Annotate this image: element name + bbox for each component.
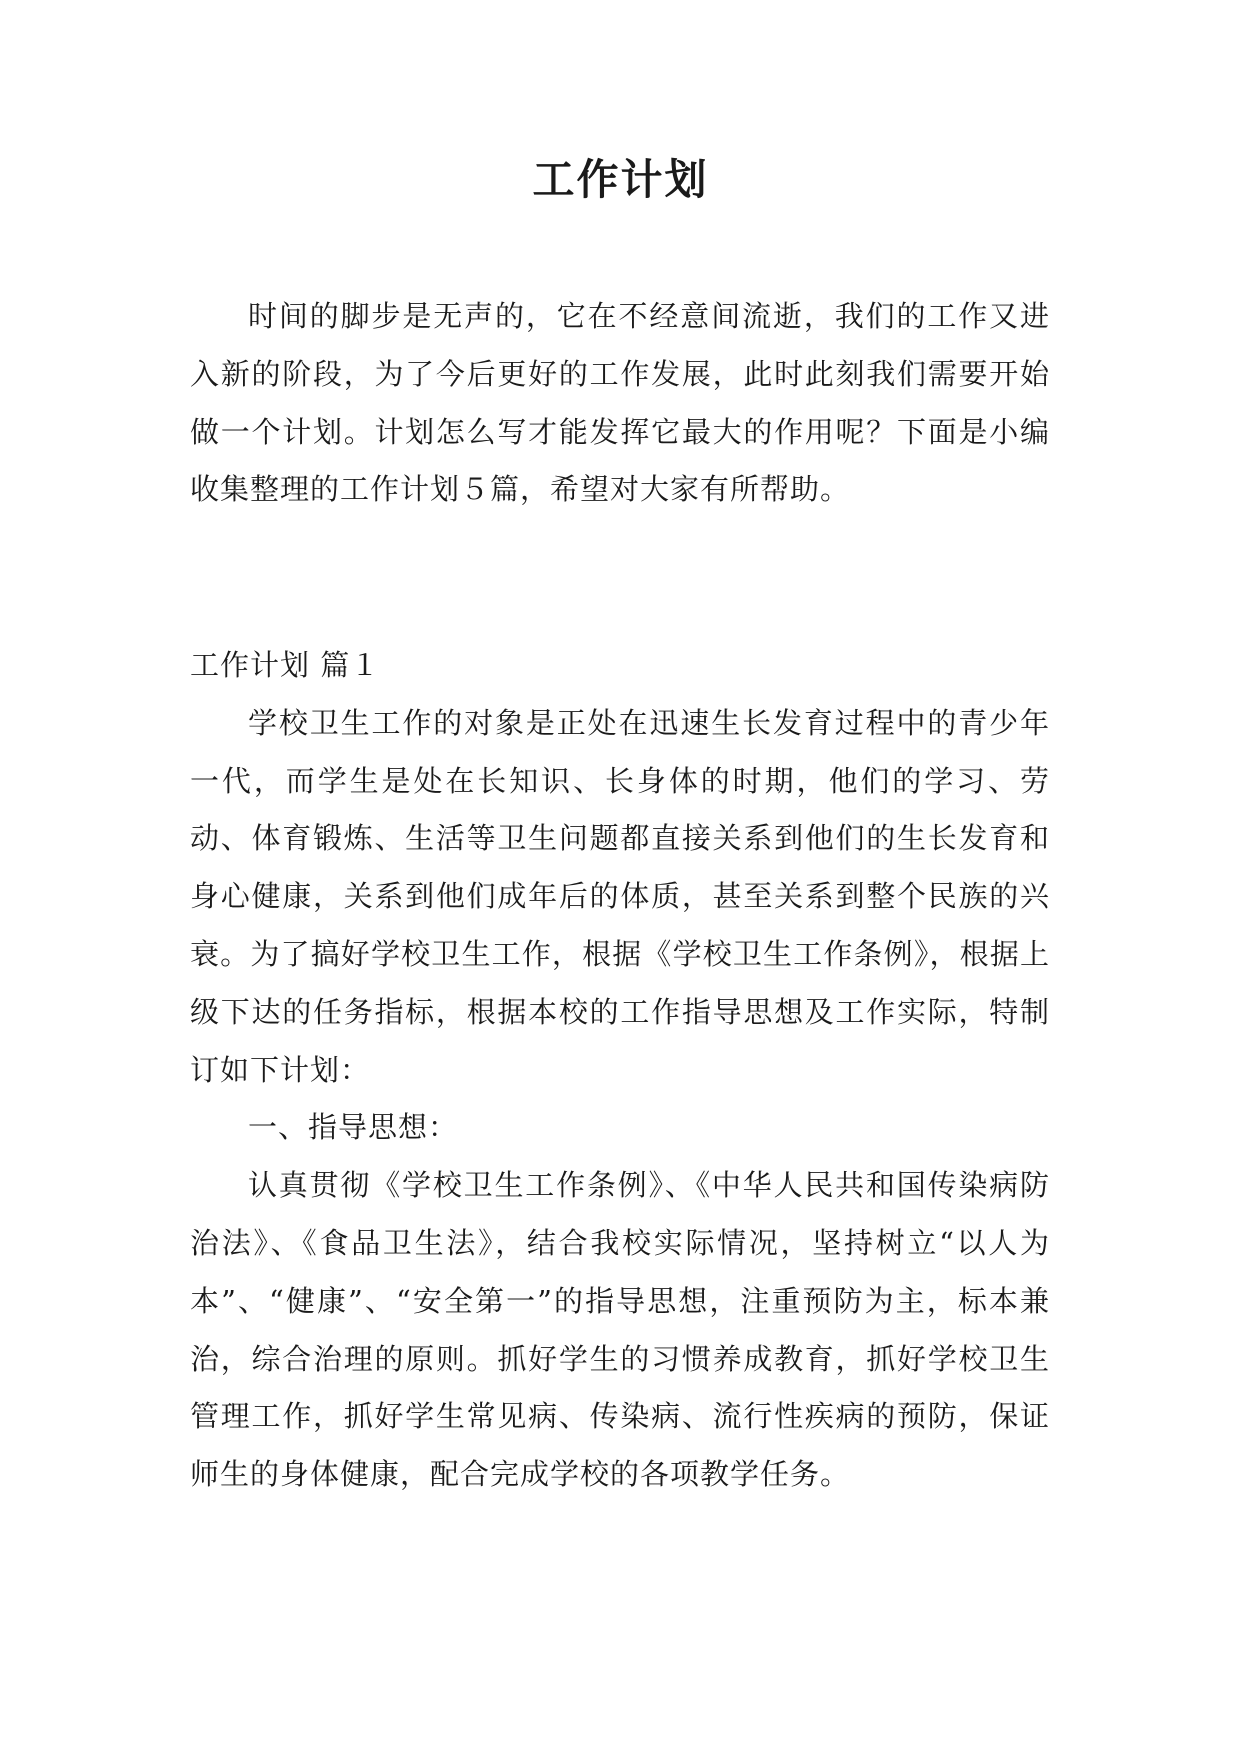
body-paragraph-1: 学校卫生工作的对象是正处在迅速生长发育过程中的青少年一代，而学生是处在长知识、长身体的时期，他们的学习、劳动、体育锻炼、生活等卫生问题都直接关系到他们的生长发育和身心健康，关系到他们成年后的体质，甚至关系到整个民族的兴衰。为了搞好学校卫生工作，根据《学校卫生工作条例》，根据上级下达的任务指标，根据本校的工作指导思想及工作实际，特制订如下计划： xyxy=(190,705,1050,1087)
body-paragraph-3: 认真贯彻《学校卫生工作条例》、《中华人民共和国传染病防治法》、《食品卫生法》，结合我校实际情况，坚持树立“以人为本”、“健康”、“安全第一”的指导思想，注重预防为主，标本兼治，综合治理的原则。抓好学生的习惯养成教育，抓好学校卫生管理工作，抓好学生常见病、传染病、流行性疾病的预防，保证师生的身体健康，配合完成学校的各项教学任务。 xyxy=(190,1168,1050,1492)
section-heading: 工作计划 篇１ xyxy=(190,648,381,682)
page-title: 工作计划 xyxy=(532,155,709,204)
body-paragraph-2: 一、指导思想： xyxy=(248,1110,459,1145)
section-body xyxy=(190,637,1050,1504)
intro-paragraph: 时间的脚步是无声的，它在不经意间流逝，我们的工作又进入新的阶段，为了今后更好的工作发展，此时此刻我们需要开始做一个计划。计划怎么写才能发挥它最大的作用呢？下面是小编收集整理的工作计划５篇，希望对大家有所帮助。 xyxy=(190,299,1050,507)
intro-block xyxy=(190,288,1050,519)
